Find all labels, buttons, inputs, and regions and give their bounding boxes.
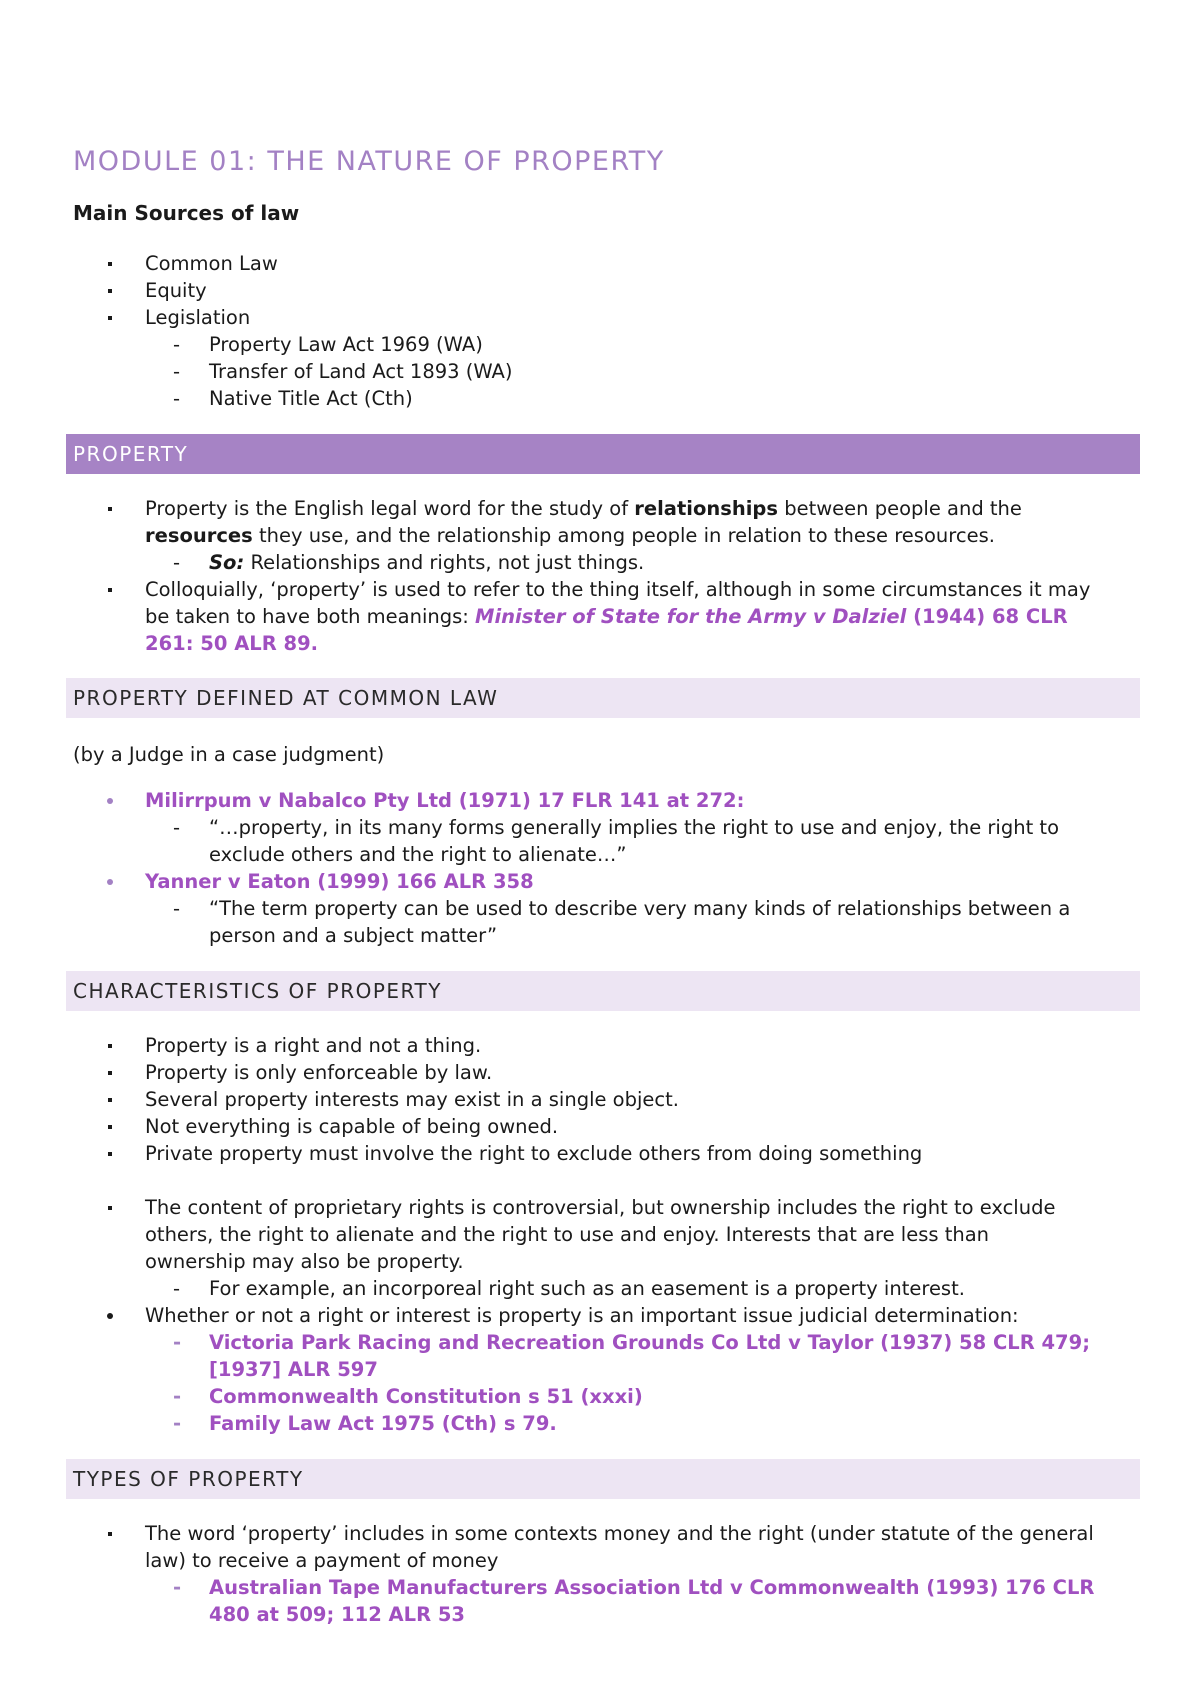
- case-citation: Victoria Park Racing and Recreation Grounds Co Ltd v Taylor (1937) 58 CLR 479;: [209, 1331, 1090, 1354]
- common-law-list: [0, 787, 1200, 949]
- list-item-continued: person and a subject matter”: [209, 924, 498, 947]
- case-citation: 261: 50 ALR 89.: [145, 632, 319, 655]
- list-item: For example, an incorporeal right such as an easement is a property interest.: [209, 1277, 965, 1300]
- property-list: [0, 495, 1200, 657]
- module-title: MODULE 01: THE NATURE OF PROPERTY: [73, 146, 665, 177]
- list-item-continued: resources they use, and the relationship among people in relation to these resources.: [145, 524, 995, 547]
- case-citation: Australian Tape Manufacturers Association Ltd v Commonwealth (1993) 176 CLR: [209, 1576, 1095, 1599]
- list-item: Property is a right and not a thing.: [145, 1034, 482, 1057]
- spacer: [0, 1167, 1145, 1194]
- list-item: [0, 1410, 1145, 1437]
- case-citation: Family Law Act 1975 (Cth) s 79.: [209, 1412, 557, 1435]
- case-citation: 480 at 509; 112 ALR 53: [209, 1603, 466, 1626]
- list-item-continued: [0, 630, 1145, 657]
- list-item: Colloquially, ‘property’ is used to refer to the thing itself, although in some circumstances it may: [145, 578, 1091, 601]
- list-item: Whether or not a right or interest is property is an important issue judicial determination:: [145, 1304, 1019, 1327]
- list-item: Native Title Act (Cth): [209, 387, 413, 410]
- list-item: Legislation: [145, 306, 251, 329]
- list-item: Common Law: [145, 252, 278, 275]
- common-law-note: (by a Judge in a case judgment): [73, 743, 385, 766]
- list-item: “The term property can be used to describe very many kinds of relationships between a: [209, 897, 1071, 920]
- case-citation: [1937] ALR 597: [209, 1358, 378, 1381]
- section-heading-types: TYPES OF PROPERTY: [66, 1459, 1140, 1499]
- list-item: Private property must involve the right to exclude others from doing something: [145, 1142, 923, 1165]
- case-citation: Milirrpum v Nabalco Pty Ltd (1971) 17 FLR 141 at 272:: [145, 789, 745, 812]
- list-item: [0, 787, 1145, 814]
- section-heading-characteristics: CHARACTERISTICS OF PROPERTY: [66, 971, 1140, 1011]
- list-item: Property Law Act 1969 (WA): [209, 333, 483, 356]
- list-item-continued: [0, 1356, 1145, 1383]
- list-item: “…property, in its many forms generally implies the right to use and enjoy, the right to: [209, 816, 1060, 839]
- case-citation: Minister of State for the Army v Dalziel: [475, 605, 907, 628]
- list-item-continued: others, the right to alienate and the right to use and enjoy. Interests that are less than: [145, 1223, 990, 1246]
- list-item-continued: exclude others and the right to alienate…”: [209, 843, 627, 866]
- types-list: [0, 1520, 1200, 1628]
- list-item: The word ‘property’ includes in some contexts money and the right (under statute of the general: [145, 1522, 1094, 1545]
- list-item: Equity: [145, 279, 207, 302]
- characteristics-list: [0, 1032, 1200, 1437]
- list-item: Transfer of Land Act 1893 (WA): [209, 360, 513, 383]
- sources-heading: Main Sources of law: [73, 201, 300, 225]
- list-item: [0, 1574, 1145, 1601]
- sources-list: [0, 250, 1200, 412]
- section-heading-common-law: PROPERTY DEFINED AT COMMON LAW: [66, 678, 1140, 718]
- section-heading-property: PROPERTY: [66, 434, 1140, 474]
- list-item-continued: be taken to have both meanings: Minister of State for the Army v Dalziel (1944) 68 CLR: [145, 605, 1068, 628]
- list-item-continued: law) to receive a payment of money: [145, 1549, 499, 1572]
- list-item-continued: ownership may also be property.: [145, 1250, 464, 1273]
- list-item: Property is only enforceable by law.: [145, 1061, 493, 1084]
- list-item: So: Relationships and rights, not just things.: [209, 551, 645, 574]
- case-citation: Yanner v Eaton (1999) 166 ALR 358: [145, 870, 534, 893]
- list-item: [0, 1383, 1145, 1410]
- list-item: The content of proprietary rights is controversial, but ownership includes the right to exclude: [145, 1196, 1056, 1219]
- list-item: [0, 1329, 1145, 1356]
- list-item-continued: [0, 1601, 1145, 1628]
- list-item: Not everything is capable of being owned.: [145, 1115, 559, 1138]
- list-item: Property is the English legal word for the study of relationships between people and the: [145, 497, 1022, 520]
- list-item: Several property interests may exist in a single object.: [145, 1088, 679, 1111]
- case-citation: Commonwealth Constitution s 51 (xxxi): [209, 1385, 643, 1408]
- list-item: [0, 868, 1145, 895]
